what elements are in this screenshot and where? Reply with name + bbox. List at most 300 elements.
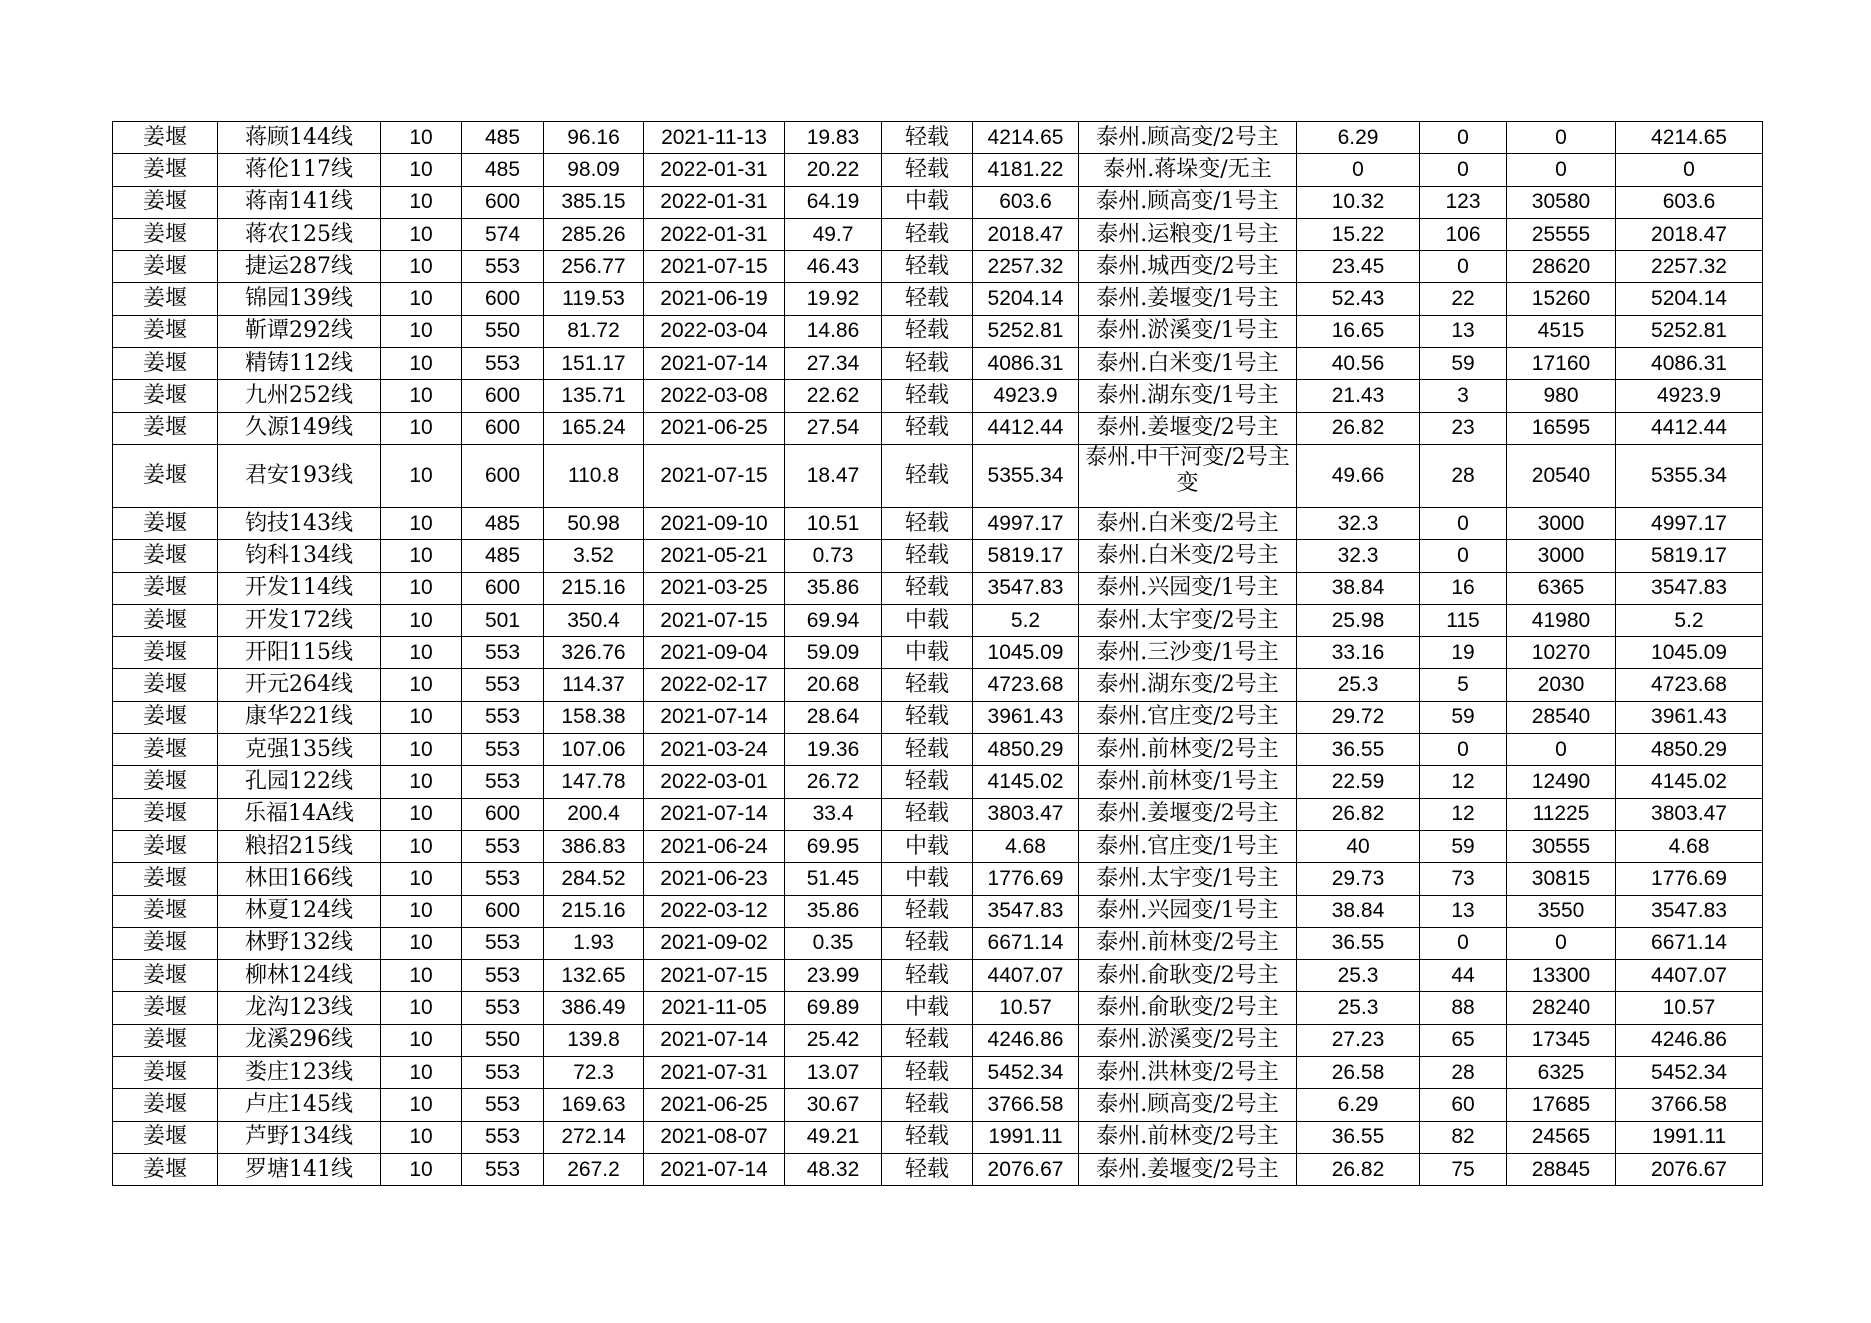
capacity-cell: 553: [462, 1089, 544, 1121]
count-cell: 59: [1420, 348, 1507, 380]
substation-cell: 泰州.湖东变/2号主: [1079, 669, 1297, 701]
load-cell: 200.4: [544, 798, 644, 830]
substation-rate-cell: 10.32: [1297, 186, 1420, 218]
status-cell: 轻载: [882, 380, 973, 412]
available-cell: 5355.34: [1616, 444, 1763, 507]
table-row: [113, 960, 1763, 992]
load-cell: 284.52: [544, 863, 644, 895]
capacity-cell: 600: [462, 798, 544, 830]
substation-cell: 泰州.官庄变/1号主: [1079, 830, 1297, 862]
substation-rate-cell: 6.29: [1297, 122, 1420, 154]
line-name-cell: 乐福14A线: [218, 798, 381, 830]
capacity-cell: 553: [462, 992, 544, 1024]
load-rate-cell: 49.21: [785, 1121, 882, 1153]
capacity-cell: 553: [462, 927, 544, 959]
table-row: [113, 412, 1763, 444]
district-cell: 姜堰: [113, 798, 218, 830]
table-row: [113, 766, 1763, 798]
available-cell: 4.68: [1616, 830, 1763, 862]
available-cell: 3766.58: [1616, 1089, 1763, 1121]
district-cell: 姜堰: [113, 218, 218, 250]
capacity-cell: 553: [462, 734, 544, 766]
substation-rate-cell: 25.3: [1297, 960, 1420, 992]
margin-cell: 4181.22: [973, 154, 1079, 186]
substation-cell: 泰州.前林变/1号主: [1079, 766, 1297, 798]
total-cell: 980: [1507, 380, 1616, 412]
total-cell: 12490: [1507, 766, 1616, 798]
load-rate-cell: 19.92: [785, 283, 882, 315]
substation-cell: 泰州.前林变/2号主: [1079, 1121, 1297, 1153]
load-rate-cell: 20.68: [785, 669, 882, 701]
date-cell: 2021-07-14: [644, 798, 785, 830]
voltage-cell: 10: [381, 1024, 462, 1056]
load-cell: 151.17: [544, 348, 644, 380]
count-cell: 13: [1420, 315, 1507, 347]
table-row: [113, 1153, 1763, 1185]
line-name-cell: 精铸112线: [218, 348, 381, 380]
line-name-cell: 蒋伦117线: [218, 154, 381, 186]
available-cell: 0: [1616, 154, 1763, 186]
count-cell: 0: [1420, 154, 1507, 186]
status-cell: 轻载: [882, 283, 973, 315]
count-cell: 82: [1420, 1121, 1507, 1153]
table-row: [113, 1121, 1763, 1153]
load-rate-cell: 19.36: [785, 734, 882, 766]
line-name-cell: 钧科134线: [218, 540, 381, 572]
date-cell: 2021-07-15: [644, 960, 785, 992]
capacity-cell: 553: [462, 251, 544, 283]
date-cell: 2021-06-24: [644, 830, 785, 862]
margin-cell: 4145.02: [973, 766, 1079, 798]
available-cell: 3547.83: [1616, 572, 1763, 604]
substation-cell: 泰州.兴园变/1号主: [1079, 572, 1297, 604]
date-cell: 2022-03-04: [644, 315, 785, 347]
total-cell: 0: [1507, 154, 1616, 186]
substation-rate-cell: 36.55: [1297, 734, 1420, 766]
district-cell: 姜堰: [113, 992, 218, 1024]
voltage-cell: 10: [381, 283, 462, 315]
substation-cell: 泰州.顾高变/2号主: [1079, 122, 1297, 154]
date-cell: 2021-09-04: [644, 637, 785, 669]
load-rate-cell: 35.86: [785, 895, 882, 927]
voltage-cell: 10: [381, 1057, 462, 1089]
status-cell: 轻载: [882, 1089, 973, 1121]
district-cell: 姜堰: [113, 540, 218, 572]
count-cell: 13: [1420, 895, 1507, 927]
date-cell: 2021-07-14: [644, 348, 785, 380]
status-cell: 轻载: [882, 251, 973, 283]
status-cell: 轻载: [882, 669, 973, 701]
voltage-cell: 10: [381, 251, 462, 283]
line-name-cell: 罗塘141线: [218, 1153, 381, 1185]
line-name-cell: 芦野134线: [218, 1121, 381, 1153]
load-cell: 326.76: [544, 637, 644, 669]
count-cell: 22: [1420, 283, 1507, 315]
total-cell: 6365: [1507, 572, 1616, 604]
table-row: [113, 1089, 1763, 1121]
substation-cell: 泰州.兴园变/1号主: [1079, 895, 1297, 927]
substation-rate-cell: 26.82: [1297, 798, 1420, 830]
substation-rate-cell: 27.23: [1297, 1024, 1420, 1056]
total-cell: 24565: [1507, 1121, 1616, 1153]
load-cell: 1.93: [544, 927, 644, 959]
load-cell: 386.83: [544, 830, 644, 862]
load-cell: 107.06: [544, 734, 644, 766]
load-rate-cell: 69.89: [785, 992, 882, 1024]
district-cell: 姜堰: [113, 283, 218, 315]
voltage-cell: 10: [381, 604, 462, 636]
voltage-cell: 10: [381, 766, 462, 798]
table-row: [113, 186, 1763, 218]
substation-rate-cell: 23.45: [1297, 251, 1420, 283]
available-cell: 5452.34: [1616, 1057, 1763, 1089]
date-cell: 2021-05-21: [644, 540, 785, 572]
date-cell: 2022-02-17: [644, 669, 785, 701]
voltage-cell: 10: [381, 863, 462, 895]
status-cell: 轻载: [882, 701, 973, 733]
status-cell: 中载: [882, 863, 973, 895]
available-cell: 4145.02: [1616, 766, 1763, 798]
voltage-cell: 10: [381, 540, 462, 572]
district-cell: 姜堰: [113, 927, 218, 959]
date-cell: 2021-08-07: [644, 1121, 785, 1153]
substation-cell: 泰州.太宇变/2号主: [1079, 604, 1297, 636]
district-cell: 姜堰: [113, 1057, 218, 1089]
substation-cell: 泰州.顾高变/2号主: [1079, 1089, 1297, 1121]
date-cell: 2022-01-31: [644, 154, 785, 186]
load-rate-cell: 48.32: [785, 1153, 882, 1185]
available-cell: 5819.17: [1616, 540, 1763, 572]
capacity-cell: 553: [462, 1153, 544, 1185]
margin-cell: 2018.47: [973, 218, 1079, 250]
voltage-cell: 10: [381, 960, 462, 992]
status-cell: 轻载: [882, 218, 973, 250]
load-cell: 386.49: [544, 992, 644, 1024]
substation-cell: 泰州.俞耿变/2号主: [1079, 960, 1297, 992]
load-rate-cell: 22.62: [785, 380, 882, 412]
margin-cell: 4997.17: [973, 507, 1079, 539]
count-cell: 0: [1420, 540, 1507, 572]
district-cell: 姜堰: [113, 863, 218, 895]
load-rate-cell: 0.35: [785, 927, 882, 959]
capacity-cell: 550: [462, 1024, 544, 1056]
table-row: [113, 380, 1763, 412]
line-name-cell: 龙沟123线: [218, 992, 381, 1024]
load-cell: 385.15: [544, 186, 644, 218]
available-cell: 4086.31: [1616, 348, 1763, 380]
voltage-cell: 10: [381, 122, 462, 154]
substation-cell: 泰州.姜堰变/2号主: [1079, 798, 1297, 830]
available-cell: 1991.11: [1616, 1121, 1763, 1153]
total-cell: 17345: [1507, 1024, 1616, 1056]
table-row: [113, 734, 1763, 766]
total-cell: 28240: [1507, 992, 1616, 1024]
count-cell: 73: [1420, 863, 1507, 895]
voltage-cell: 10: [381, 412, 462, 444]
substation-rate-cell: 26.82: [1297, 1153, 1420, 1185]
margin-cell: 603.6: [973, 186, 1079, 218]
load-rate-cell: 0.73: [785, 540, 882, 572]
substation-cell: 泰州.蒋垛变/无主: [1079, 154, 1297, 186]
available-cell: 4850.29: [1616, 734, 1763, 766]
line-name-cell: 君安193线: [218, 444, 381, 507]
line-name-cell: 柳林124线: [218, 960, 381, 992]
table-row: [113, 830, 1763, 862]
margin-cell: 4723.68: [973, 669, 1079, 701]
load-rate-cell: 27.34: [785, 348, 882, 380]
district-cell: 姜堰: [113, 604, 218, 636]
voltage-cell: 10: [381, 348, 462, 380]
capacity-cell: 553: [462, 830, 544, 862]
capacity-cell: 600: [462, 186, 544, 218]
available-cell: 4723.68: [1616, 669, 1763, 701]
status-cell: 轻载: [882, 734, 973, 766]
total-cell: 0: [1507, 734, 1616, 766]
voltage-cell: 10: [381, 315, 462, 347]
status-cell: 中载: [882, 830, 973, 862]
district-cell: 姜堰: [113, 186, 218, 218]
load-rate-cell: 33.4: [785, 798, 882, 830]
line-name-cell: 粮招215线: [218, 830, 381, 862]
load-cell: 98.09: [544, 154, 644, 186]
total-cell: 0: [1507, 122, 1616, 154]
status-cell: 轻载: [882, 1153, 973, 1185]
date-cell: 2022-03-08: [644, 380, 785, 412]
load-cell: 132.65: [544, 960, 644, 992]
available-cell: 603.6: [1616, 186, 1763, 218]
status-cell: 轻载: [882, 798, 973, 830]
date-cell: 2021-09-10: [644, 507, 785, 539]
count-cell: 88: [1420, 992, 1507, 1024]
available-cell: 3547.83: [1616, 895, 1763, 927]
voltage-cell: 10: [381, 218, 462, 250]
load-cell: 50.98: [544, 507, 644, 539]
margin-cell: 6671.14: [973, 927, 1079, 959]
total-cell: 6325: [1507, 1057, 1616, 1089]
available-cell: 3803.47: [1616, 798, 1763, 830]
count-cell: 75: [1420, 1153, 1507, 1185]
count-cell: 28: [1420, 444, 1507, 507]
load-rate-cell: 19.83: [785, 122, 882, 154]
load-rate-cell: 27.54: [785, 412, 882, 444]
capacity-cell: 600: [462, 380, 544, 412]
district-cell: 姜堰: [113, 1089, 218, 1121]
substation-cell: 泰州.淤溪变/2号主: [1079, 1024, 1297, 1056]
capacity-cell: 600: [462, 895, 544, 927]
load-rate-cell: 64.19: [785, 186, 882, 218]
load-rate-cell: 20.22: [785, 154, 882, 186]
substation-cell: 泰州.三沙变/1号主: [1079, 637, 1297, 669]
substation-cell: 泰州.姜堰变/2号主: [1079, 1153, 1297, 1185]
district-cell: 姜堰: [113, 701, 218, 733]
substation-cell: 泰州.白米变/2号主: [1079, 507, 1297, 539]
voltage-cell: 10: [381, 572, 462, 604]
substation-cell: 泰州.淤溪变/1号主: [1079, 315, 1297, 347]
table-row: [113, 604, 1763, 636]
date-cell: 2022-01-31: [644, 186, 785, 218]
load-cell: 72.3: [544, 1057, 644, 1089]
available-cell: 4246.86: [1616, 1024, 1763, 1056]
substation-rate-cell: 25.3: [1297, 669, 1420, 701]
district-cell: 姜堰: [113, 830, 218, 862]
substation-rate-cell: 52.43: [1297, 283, 1420, 315]
margin-cell: 5.2: [973, 604, 1079, 636]
substation-rate-cell: 29.73: [1297, 863, 1420, 895]
margin-cell: 4850.29: [973, 734, 1079, 766]
district-cell: 姜堰: [113, 412, 218, 444]
margin-cell: 3547.83: [973, 572, 1079, 604]
district-cell: 姜堰: [113, 669, 218, 701]
count-cell: 59: [1420, 830, 1507, 862]
count-cell: 5: [1420, 669, 1507, 701]
voltage-cell: 10: [381, 992, 462, 1024]
table-row: [113, 895, 1763, 927]
load-rate-cell: 10.51: [785, 507, 882, 539]
margin-cell: 4086.31: [973, 348, 1079, 380]
status-cell: 轻载: [882, 315, 973, 347]
status-cell: 轻载: [882, 572, 973, 604]
district-cell: 姜堰: [113, 122, 218, 154]
date-cell: 2021-07-15: [644, 444, 785, 507]
line-name-cell: 开发172线: [218, 604, 381, 636]
substation-rate-cell: 25.3: [1297, 992, 1420, 1024]
count-cell: 65: [1420, 1024, 1507, 1056]
margin-cell: 4.68: [973, 830, 1079, 862]
district-cell: 姜堰: [113, 637, 218, 669]
district-cell: 姜堰: [113, 251, 218, 283]
data-table: [112, 121, 1763, 1186]
count-cell: 28: [1420, 1057, 1507, 1089]
substation-rate-cell: 40.56: [1297, 348, 1420, 380]
date-cell: 2021-09-02: [644, 927, 785, 959]
load-cell: 81.72: [544, 315, 644, 347]
substation-rate-cell: 36.55: [1297, 1121, 1420, 1153]
margin-cell: 2257.32: [973, 251, 1079, 283]
line-name-cell: 蒋顾144线: [218, 122, 381, 154]
voltage-cell: 10: [381, 734, 462, 766]
date-cell: 2021-11-13: [644, 122, 785, 154]
available-cell: 6671.14: [1616, 927, 1763, 959]
available-cell: 4997.17: [1616, 507, 1763, 539]
date-cell: 2021-07-14: [644, 1153, 785, 1185]
date-cell: 2022-03-12: [644, 895, 785, 927]
district-cell: 姜堰: [113, 348, 218, 380]
table-row: [113, 348, 1763, 380]
margin-cell: 1991.11: [973, 1121, 1079, 1153]
voltage-cell: 10: [381, 669, 462, 701]
substation-rate-cell: 38.84: [1297, 572, 1420, 604]
load-cell: 267.2: [544, 1153, 644, 1185]
available-cell: 5204.14: [1616, 283, 1763, 315]
available-cell: 2076.67: [1616, 1153, 1763, 1185]
voltage-cell: 10: [381, 637, 462, 669]
count-cell: 19: [1420, 637, 1507, 669]
total-cell: 25555: [1507, 218, 1616, 250]
load-cell: 147.78: [544, 766, 644, 798]
district-cell: 姜堰: [113, 895, 218, 927]
substation-cell: 泰州.前林变/2号主: [1079, 734, 1297, 766]
table-row: [113, 1024, 1763, 1056]
count-cell: 23: [1420, 412, 1507, 444]
total-cell: 17160: [1507, 348, 1616, 380]
line-name-cell: 钧技143线: [218, 507, 381, 539]
substation-cell: 泰州.顾高变/1号主: [1079, 186, 1297, 218]
count-cell: 0: [1420, 927, 1507, 959]
substation-rate-cell: 29.72: [1297, 701, 1420, 733]
load-cell: 165.24: [544, 412, 644, 444]
margin-cell: 5252.81: [973, 315, 1079, 347]
margin-cell: 3803.47: [973, 798, 1079, 830]
status-cell: 轻载: [882, 1057, 973, 1089]
substation-rate-cell: 0: [1297, 154, 1420, 186]
load-cell: 272.14: [544, 1121, 644, 1153]
status-cell: 轻载: [882, 927, 973, 959]
status-cell: 轻载: [882, 1121, 973, 1153]
table-row: [113, 154, 1763, 186]
table-row: [113, 251, 1763, 283]
capacity-cell: 501: [462, 604, 544, 636]
table-row: [113, 637, 1763, 669]
total-cell: 30815: [1507, 863, 1616, 895]
line-name-cell: 卢庄145线: [218, 1089, 381, 1121]
status-cell: 轻载: [882, 154, 973, 186]
available-cell: 1776.69: [1616, 863, 1763, 895]
district-cell: 姜堰: [113, 1024, 218, 1056]
status-cell: 轻载: [882, 348, 973, 380]
available-cell: 10.57: [1616, 992, 1763, 1024]
table-row: [113, 1057, 1763, 1089]
margin-cell: 5204.14: [973, 283, 1079, 315]
available-cell: 4412.44: [1616, 412, 1763, 444]
table-row: [113, 444, 1763, 507]
line-name-cell: 龙溪296线: [218, 1024, 381, 1056]
capacity-cell: 553: [462, 637, 544, 669]
substation-rate-cell: 38.84: [1297, 895, 1420, 927]
date-cell: 2021-11-05: [644, 992, 785, 1024]
table-row: [113, 315, 1763, 347]
district-cell: 姜堰: [113, 507, 218, 539]
load-rate-cell: 51.45: [785, 863, 882, 895]
capacity-cell: 485: [462, 154, 544, 186]
line-name-cell: 蒋农125线: [218, 218, 381, 250]
voltage-cell: 10: [381, 380, 462, 412]
available-cell: 1045.09: [1616, 637, 1763, 669]
line-name-cell: 林野132线: [218, 927, 381, 959]
capacity-cell: 553: [462, 669, 544, 701]
status-cell: 轻载: [882, 960, 973, 992]
margin-cell: 1045.09: [973, 637, 1079, 669]
total-cell: 41980: [1507, 604, 1616, 636]
total-cell: 17685: [1507, 1089, 1616, 1121]
load-cell: 135.71: [544, 380, 644, 412]
substation-cell: 泰州.白米变/2号主: [1079, 540, 1297, 572]
load-rate-cell: 69.95: [785, 830, 882, 862]
total-cell: 3000: [1507, 507, 1616, 539]
status-cell: 中载: [882, 992, 973, 1024]
load-rate-cell: 46.43: [785, 251, 882, 283]
status-cell: 轻载: [882, 540, 973, 572]
margin-cell: 5452.34: [973, 1057, 1079, 1089]
line-name-cell: 康华221线: [218, 701, 381, 733]
total-cell: 30555: [1507, 830, 1616, 862]
substation-cell: 泰州.姜堰变/1号主: [1079, 283, 1297, 315]
margin-cell: 1776.69: [973, 863, 1079, 895]
date-cell: 2021-03-24: [644, 734, 785, 766]
substation-cell: 泰州.姜堰变/2号主: [1079, 412, 1297, 444]
table-row: [113, 798, 1763, 830]
load-rate-cell: 14.86: [785, 315, 882, 347]
load-cell: 139.8: [544, 1024, 644, 1056]
